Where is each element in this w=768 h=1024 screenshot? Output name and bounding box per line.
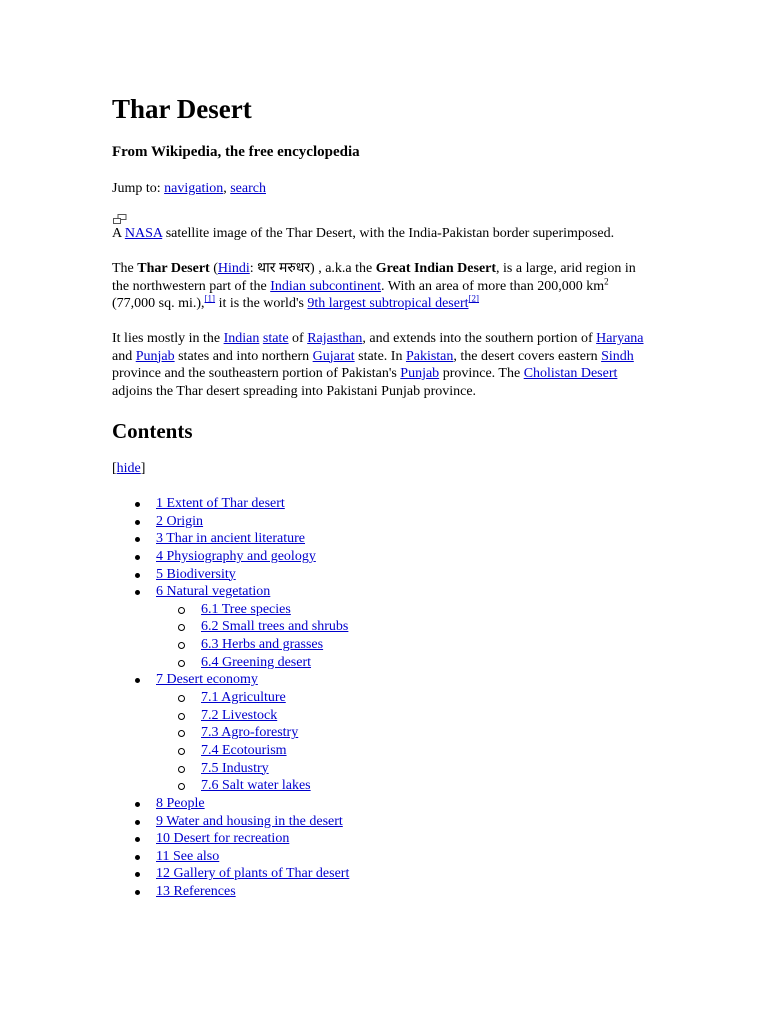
location-paragraph (112, 330, 652, 400)
caption-text: satellite image of the Thar Desert, with the India-Pakistan border superimposed. (162, 226, 615, 241)
haryana-link[interactable]: Haryana (596, 331, 644, 346)
sindh-link[interactable]: Sindh (601, 348, 634, 364)
rajasthan-link[interactable]: Rajasthan (307, 331, 363, 346)
bullet-icon (135, 802, 140, 807)
toc-item (112, 548, 349, 566)
toc-link[interactable]: 13 References (156, 884, 236, 900)
bullet-icon (135, 573, 140, 578)
hide-toc-link[interactable]: hide (116, 461, 141, 476)
toc-item (112, 848, 349, 866)
text: , is a large, arid region in the northwestern part of the (112, 261, 636, 294)
image-enlarge-icon[interactable] (113, 214, 127, 224)
toc-item (112, 795, 349, 813)
gujarat-link[interactable]: Gujarat (312, 348, 355, 364)
toc-item (112, 618, 349, 636)
toc-item (112, 707, 349, 725)
text: states and into northern (174, 348, 313, 364)
bullet-icon (135, 837, 140, 842)
superscript: 2 (604, 275, 609, 286)
circle-bullet-icon (178, 783, 185, 790)
bold-term: Thar Desert (137, 261, 210, 276)
toc-link[interactable]: 6.4 Greening desert (201, 654, 312, 670)
text: (77,000 sq. mi.), (112, 296, 205, 311)
toc-item (112, 583, 349, 601)
toc-item (112, 671, 349, 689)
text: province. The (439, 366, 524, 381)
toc-link[interactable]: 6.1 Tree species (201, 601, 291, 617)
jump-links (112, 180, 266, 198)
bold-term: Great Indian Desert (375, 261, 497, 276)
nasa-link[interactable]: NASA (124, 226, 163, 241)
toc-toggle (112, 460, 145, 478)
toc-item (112, 566, 349, 584)
circle-bullet-icon (178, 748, 185, 755)
bullet-icon (135, 502, 140, 507)
toc-link[interactable]: 7 Desert economy (156, 672, 258, 688)
table-of-contents (112, 495, 349, 901)
toc-link[interactable]: 7.4 Ecotourism (201, 742, 287, 758)
circle-bullet-icon (178, 730, 185, 737)
circle-bullet-icon (178, 695, 185, 702)
toc-link[interactable]: 9 Water and housing in the desert (156, 813, 343, 829)
cholistan-desert-link[interactable]: Cholistan Desert (523, 366, 618, 381)
hindi-link[interactable]: Hindi (217, 261, 250, 276)
toc-item (112, 865, 349, 883)
toc-item (112, 724, 349, 742)
circle-bullet-icon (178, 642, 185, 649)
toc-item (112, 495, 349, 513)
toc-item (112, 813, 349, 831)
text: It lies mostly in the (112, 331, 224, 346)
toc-link[interactable]: 8 People (156, 795, 205, 811)
toc-link[interactable]: 6.2 Small trees and shrubs (201, 619, 349, 635)
bracket: [ (112, 461, 117, 476)
toc-link[interactable]: 3 Thar in ancient literature (156, 531, 306, 547)
text: of (288, 331, 308, 346)
indian-link[interactable]: Indian (223, 331, 260, 346)
circle-bullet-icon (178, 607, 185, 614)
toc-item (112, 830, 349, 848)
text: adjoins the Thar desert spreading into Pakistani Punjab province. (112, 383, 477, 399)
largest-desert-link[interactable]: 9th largest subtropical desert (307, 296, 469, 311)
toc-link[interactable]: 6 Natural vegetation (156, 584, 271, 600)
text: , the desert covers eastern (453, 348, 602, 364)
site-subtitle: From Wikipedia, the free encyclopedia (112, 144, 360, 160)
punjab-link[interactable]: Punjab (135, 348, 175, 364)
text: province and the southeastern portion of Pakistan's (112, 366, 401, 381)
toc-link[interactable]: 11 See also (156, 848, 220, 864)
bullet-icon (135, 872, 140, 877)
toc-item (112, 883, 349, 901)
toc-item (112, 601, 349, 619)
bullet-icon (135, 520, 140, 525)
toc-item (112, 513, 349, 531)
text: it is the world's (215, 296, 308, 311)
text: ( (209, 261, 218, 276)
bullet-icon (135, 678, 140, 683)
toc-link[interactable]: 7.6 Salt water lakes (201, 778, 311, 794)
page-title: Thar Desert (112, 94, 252, 124)
intro-paragraph (112, 260, 652, 313)
image-caption (112, 225, 614, 243)
toc-link[interactable]: 7.5 Industry (201, 760, 269, 776)
circle-bullet-icon (178, 713, 185, 720)
bracket: ] (140, 461, 146, 476)
toc-link[interactable]: 1 Extent of Thar desert (156, 496, 285, 511)
search-link[interactable]: search (230, 181, 266, 196)
text: The (112, 261, 138, 276)
text: . With an area of more than 200,000 km (381, 278, 605, 294)
indian-subcontinent-link[interactable]: Indian subcontinent (270, 278, 382, 294)
toc-item (112, 654, 349, 672)
toc-link[interactable]: 12 Gallery of plants of Thar desert (156, 866, 350, 882)
toc-link[interactable]: 5 Biodiversity (156, 566, 236, 582)
bullet-icon (135, 890, 140, 895)
pakistan-link[interactable]: Pakistan (405, 348, 454, 364)
state-link[interactable]: state (262, 331, 289, 346)
text: , and extends into the southern portion of (362, 331, 597, 346)
jump-separator: , (223, 181, 231, 196)
bullet-icon (135, 537, 140, 542)
toc-item (112, 530, 349, 548)
toc-item (112, 636, 349, 654)
bullet-icon (135, 590, 140, 595)
text: state. In (354, 348, 406, 364)
circle-bullet-icon (178, 624, 185, 631)
reference-link-2[interactable]: [2] (468, 293, 480, 304)
bullet-icon (135, 555, 140, 560)
caption-text: A (112, 226, 125, 241)
toc-link[interactable]: 10 Desert for recreation (156, 831, 290, 847)
toc-link[interactable]: 7.3 Agro-forestry (201, 725, 299, 741)
reference-link-1[interactable]: [1] (204, 293, 216, 304)
toc-link[interactable]: 6.3 Herbs and grasses (201, 637, 324, 653)
text: : थार मरुधर) , a.k.a the (249, 261, 376, 276)
toc-item (112, 742, 349, 760)
jump-prefix: Jump to: (112, 181, 165, 196)
toc-link[interactable]: 7.2 Livestock (201, 707, 278, 723)
bullet-icon (135, 820, 140, 825)
circle-bullet-icon (178, 660, 185, 667)
bullet-icon (135, 855, 140, 860)
circle-bullet-icon (178, 766, 185, 773)
toc-link[interactable]: 2 Origin (156, 513, 204, 529)
pakistan-punjab-link[interactable]: Punjab (400, 366, 440, 381)
navigation-link[interactable]: navigation (164, 181, 224, 196)
contents-heading: Contents (112, 419, 193, 443)
text: and (112, 348, 136, 364)
toc-link[interactable]: 7.1 Agriculture (201, 690, 286, 706)
toc-link[interactable]: 4 Physiography and geology (156, 548, 316, 564)
toc-item (112, 689, 349, 707)
toc-item (112, 760, 349, 778)
toc-item (112, 777, 349, 795)
